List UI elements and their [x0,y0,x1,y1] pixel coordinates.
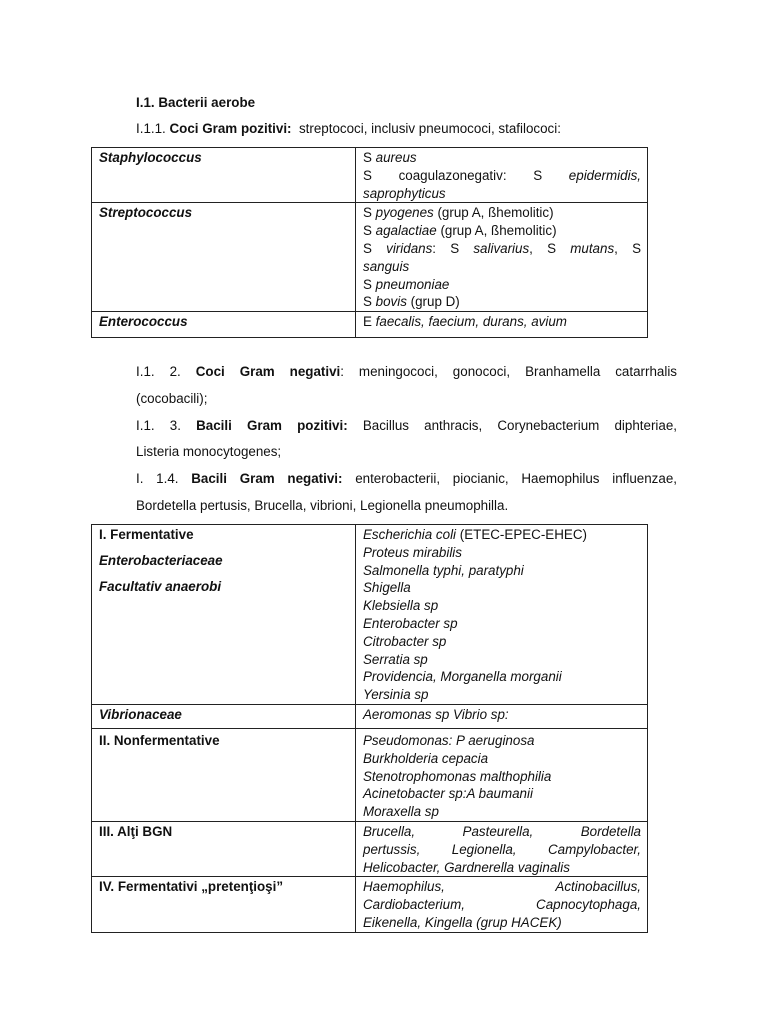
group-cell: I. Fermentative Enterobacteriaceae Facultativ anaerobi [92,525,356,705]
group-cell: IV. Fermentativi „pretenţioşi” [92,877,356,932]
species-cell: Aeromonas sp Vibrio sp: [356,704,648,728]
table-row [92,312,648,338]
table-row [92,877,648,932]
paragraph-1-1-3-cont: Listeria monocytogenes; [136,444,282,459]
table-row [92,525,648,705]
paragraph-1-1-2-cont: (cocobacili); [136,391,208,406]
table-row [92,148,648,203]
species-cell: Escherichia coli (ETEC-EPEC-EHEC) Proteus mirabilis Salmonella typhi, paratyphi Shigella Klebsiella sp Enterobacter sp Citrobacter sp Serratia sp Providencia, Morganella morganii Yersinia sp [356,525,648,705]
species-cell: Brucella, Pasteurella, Bordetella pertussis, Legionella, Campylobacter, Helicobacter, Gardnerella vaginalis [356,821,648,876]
paragraph-1-1-1: I.1.1. Coci Gram pozitivi: streptococi, inclusiv pneumococi, stafilococi: [136,121,561,136]
table-row [92,704,648,728]
group-cell: III. Alţi BGN [92,821,356,876]
genus-cell: Enterococcus [92,312,356,338]
species-cell: E faecalis, faecium, durans, avium [356,312,648,338]
gram-negative-bacilli-table [91,524,648,933]
table-row [92,728,648,821]
paragraph-1-1-2: I.1. 2. Coci Gram negativi: meningococi, gonococi, Branhamella catarrhalis [136,364,677,379]
species-cell: S aureus S coagulazonegativ: S epidermidis, saprophyticus [356,148,648,203]
paragraph-1-1-4-cont: Bordetella pertusis, Brucella, vibrioni, Legionella pneumophilla. [136,498,509,513]
table-row [92,821,648,876]
group-cell: Vibrionaceae [92,704,356,728]
group-cell: II. Nonfermentative [92,728,356,821]
section-heading: I.1. Bacterii aerobe [136,95,256,110]
gram-positive-cocci-table [91,147,648,338]
paragraph-1-1-3: I.1. 3. Bacili Gram pozitivi: Bacillus anthracis, Corynebacterium diphteriae, [136,418,678,433]
genus-cell: Streptococcus [92,203,356,312]
paragraph-1-1-4: I. 1.4. Bacili Gram negativi: enterobacterii, piocianic, Haemophilus influenzae, [136,471,677,486]
species-cell: S pyogenes (grup A, ßhemolitic) S agalactiae (grup A, ßhemolitic) S viridans: S salivarius, S mutans, S sanguis S pneumoniae S bovis (grup D) [356,203,648,312]
species-cell: Haemophilus, Actinobacillus, Cardiobacterium, Capnocytophaga, Eikenella, Kingella (grup HACEK) [356,877,648,932]
species-cell: Pseudomonas: P aeruginosa Burkholderia cepacia Stenotrophomonas malthophilia Acinetobacter sp:A baumanii Moraxella sp [356,728,648,821]
genus-cell: Staphylococcus [92,148,356,203]
table-row [92,203,648,312]
